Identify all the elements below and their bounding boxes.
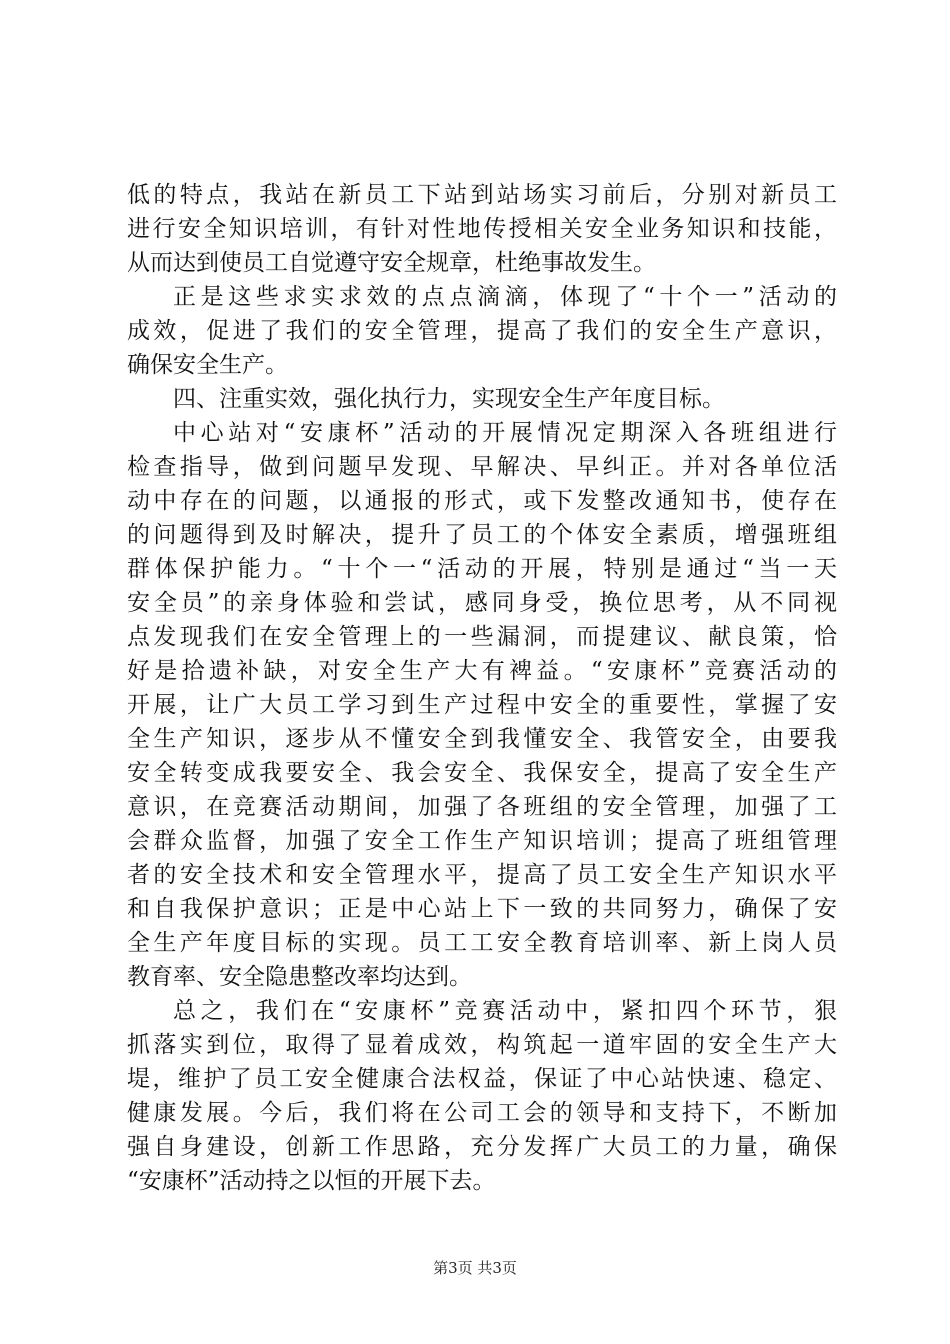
text-line: “安康杯”活动持之以恒的开展下去。 (127, 1168, 496, 1194)
text-line: 强自身建设，创新工作思路，充分发挥广大员工的力量，确保 (127, 1134, 837, 1160)
page-footer (0, 1258, 950, 1278)
text-line: 开展，让广大员工学习到生产过程中安全的重要性，掌握了安 (127, 692, 837, 718)
text-line: 堤，维护了员工安全健康合法权益，保证了中心站快速、稳定、 (127, 1066, 837, 1092)
document-body (127, 178, 837, 1198)
text-line: 的问题得到及时解决，提升了员工的个体安全素质，增强班组 (127, 522, 837, 548)
text-line: 总之，我们在“安康杯”竞赛活动中，紧扣四个环节，狠 (173, 998, 837, 1024)
page-number-label: 第3页 共3页 (433, 1259, 517, 1277)
text-line: 中心站对“安康杯”活动的开展情况定期深入各班组进行 (173, 420, 837, 446)
text-line: 四、注重实效，强化执行力，实现安全生产年度目标。 (173, 386, 725, 412)
text-line: 从而达到使员工自觉遵守安全规章，杜绝事故发生。 (127, 250, 656, 276)
text-line: 动中存在的问题，以通报的形式，或下发整改通知书，使存在 (127, 488, 837, 514)
text-line: 健康发展。今后，我们将在公司工会的领导和支持下，不断加 (127, 1100, 837, 1126)
text-line: 进行安全知识培训，有针对性地传授相关安全业务知识和技能， (127, 216, 837, 242)
text-line: 成效，促进了我们的安全管理，提高了我们的安全生产意识， (127, 318, 837, 344)
text-line: 低的特点，我站在新员工下站到站场实习前后，分别对新员工 (127, 182, 837, 208)
text-line: 确保安全生产。 (127, 352, 288, 378)
text-line: 教育率、安全隐患整改率均达到。 (127, 964, 472, 990)
text-line: 会群众监督，加强了安全工作生产知识培训；提高了班组管理 (127, 828, 837, 854)
text-line: 正是这些求实求效的点点滴滴，体现了“十个一”活动的 (173, 284, 837, 310)
text-line: 安全转变成我要安全、我会安全、我保安全，提高了安全生产 (127, 760, 837, 786)
text-line: 检查指导，做到问题早发现、早解决、早纠正。并对各单位活 (127, 454, 837, 480)
text-line: 点发现我们在安全管理上的一些漏洞，而提建议、献良策，恰 (127, 624, 837, 650)
text-line: 抓落实到位，取得了显着成效，构筑起一道牢固的安全生产大 (127, 1032, 837, 1058)
text-line: 群体保护能力。“十个一“活动的开展，特别是通过“当一天 (127, 556, 837, 582)
text-line: 全生产年度目标的实现。员工工安全教育培训率、新上岗人员 (127, 930, 837, 956)
text-line: 者的安全技术和安全管理水平，提高了员工安全生产知识水平 (127, 862, 837, 888)
text-line: 好是拾遗补缺，对安全生产大有裨益。“安康杯”竞赛活动的 (127, 658, 837, 684)
text-line: 安全员”的亲身体验和尝试，感同身受，换位思考，从不同视 (127, 590, 837, 616)
text-line: 和自我保护意识；正是中心站上下一致的共同努力，确保了安 (127, 896, 837, 922)
text-line: 意识，在竞赛活动期间，加强了各班组的安全管理，加强了工 (127, 794, 837, 820)
text-line: 全生产知识，逐步从不懂安全到我懂安全、我管安全，由要我 (127, 726, 837, 752)
